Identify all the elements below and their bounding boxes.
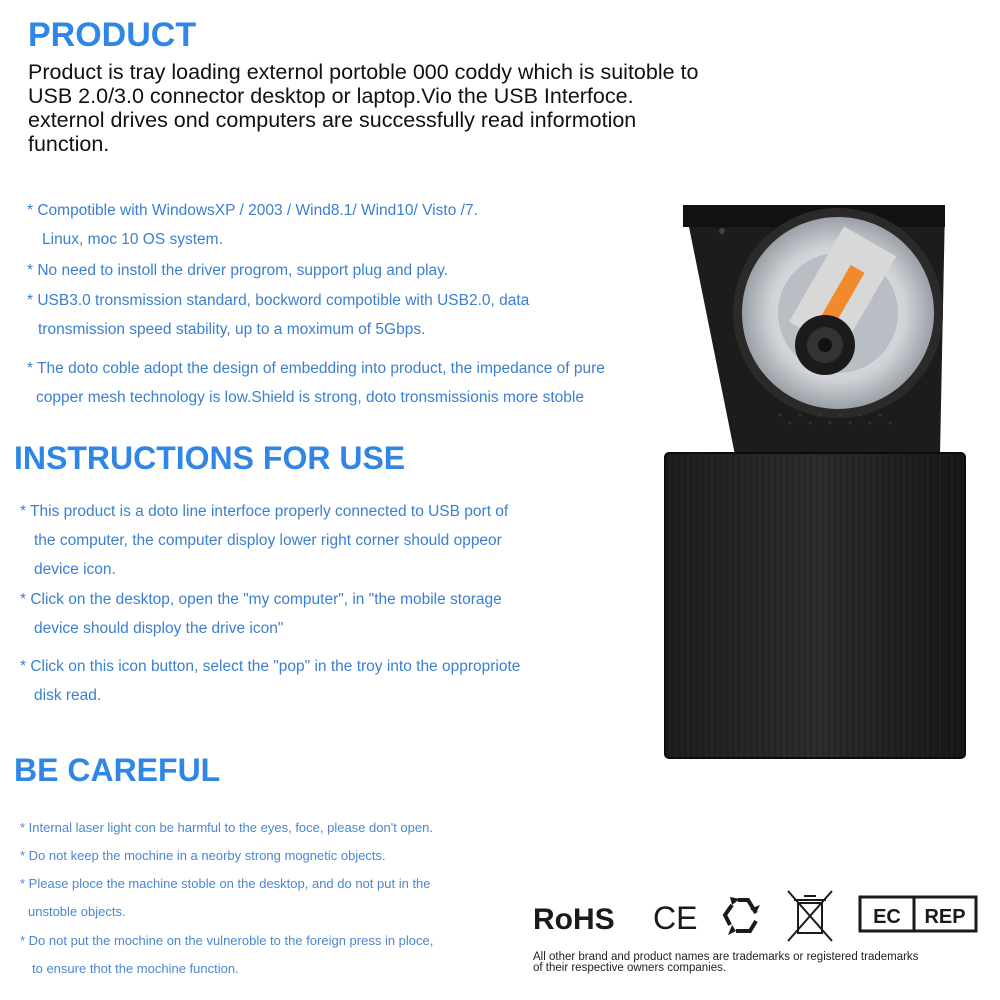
- trademark-notice: [533, 952, 918, 974]
- instruction-line: device icon.: [34, 561, 116, 578]
- feature-line: * The doto coble adopt the design of embedding into product, the impedance of pure: [27, 360, 605, 377]
- careful-line: unstoble objects.: [28, 904, 126, 919]
- ec-rep-box: [860, 897, 976, 931]
- product-heading: PRODUCT: [28, 16, 197, 54]
- rohs-logo: RoHS: [533, 903, 615, 936]
- instruction-line: * This product is a doto line interfoce properly connected to USB port of: [20, 503, 509, 520]
- product-intro: [28, 60, 828, 156]
- careful-line: to ensure thot the mochine function.: [32, 961, 239, 976]
- feature-line: tronsmission speed stability, up to a moximum of 5Gbps.: [38, 321, 426, 338]
- feature-line: copper mesh technology is low.Shield is strong, doto tronsmissionis more stoble: [36, 389, 584, 406]
- careful-line: * Please ploce the machine stoble on the desktop, and do not put in the: [20, 876, 431, 891]
- weee-bin-icon: [788, 891, 832, 941]
- instructions-heading: INSTRUCTIONS FOR USE: [14, 440, 406, 476]
- feature-line: * Compotible with WindowsXP / 2003 / Wind8.1/ Wind10/ Visto /7.: [27, 202, 478, 219]
- instruction-line: device should disploy the drive icon": [34, 620, 284, 637]
- trademark-line: All other brand and product names are trademarks or registered trademarks: [533, 951, 919, 963]
- certification-logos: [530, 885, 990, 945]
- ce-mark: CE: [653, 900, 698, 936]
- intro-line: externol drives ond computers are successfully read informotion: [28, 108, 637, 132]
- rep-label: REP: [924, 906, 966, 928]
- intro-line: USB 2.0/3.0 connector desktop or laptop.Vio the USB Interfoce.: [28, 84, 634, 108]
- intro-line: Product is tray loading externol portoble 000 coddy which is suitoble to: [28, 60, 699, 84]
- instruction-line: * Click on this icon button, select the "pop" in the troy into the oppropriote: [20, 658, 521, 675]
- feature-line: * USB3.0 tronsmission standard, bockword compotible with USB2.0, data: [27, 292, 530, 309]
- recycle-icon: [725, 900, 756, 931]
- careful-line: * Internal laser light con be harmful to the eyes, foce, please don't open.: [20, 820, 433, 835]
- ec-label: EC: [873, 906, 901, 928]
- feature-line: Linux, moc 10 OS system.: [42, 231, 223, 248]
- trademark-line: of their respective owners companies.: [533, 962, 727, 974]
- careful-line: * Do not keep the mochine in a neorby strong mognetic objects.: [20, 848, 386, 863]
- feature-line: * No need to instoll the driver progrom, support plug and play.: [27, 262, 449, 279]
- instruction-line: * Click on the desktop, open the "my computer", in "the mobile storage: [20, 591, 502, 608]
- instruction-line: the computer, the computer disploy lower right corner should oppeor: [34, 532, 502, 549]
- instruction-line: disk read.: [34, 687, 102, 704]
- careful-heading: BE CAREFUL: [14, 752, 221, 788]
- intro-line: function.: [28, 132, 110, 156]
- dvd-drive-image: [650, 195, 980, 775]
- careful-line: * Do not put the mochine on the vulneroble to the foreign press in ploce,: [20, 933, 434, 948]
